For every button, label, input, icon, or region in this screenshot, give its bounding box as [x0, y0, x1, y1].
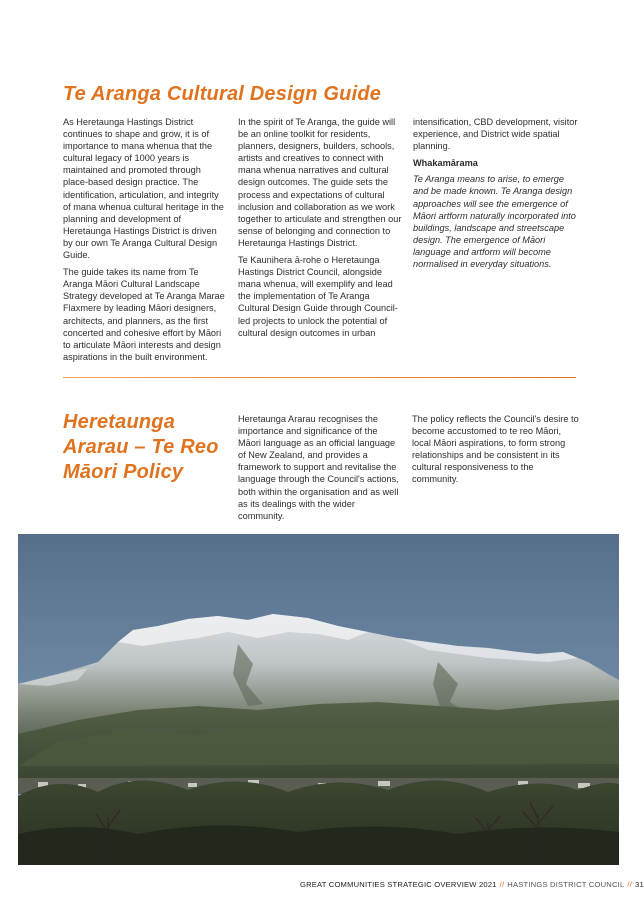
- te-aranga-column-2: [238, 116, 403, 344]
- paragraph: The policy reflects the Council's desire to become accustomed to te reo Māori, local Māori aspirations, to form strong relationships and be consistent in its cultural responsiveness to the community.: [412, 414, 579, 485]
- footer-report-title: GREAT COMMUNITIES STRATEGIC OVERVIEW 2021: [300, 880, 497, 889]
- te-aranga-column-3: [413, 116, 581, 275]
- paragraph: Heretaunga Ararau recognises the importance and significance of the Māori language as an official language of New Zealand, and provides a framework to support and revitalise the language through the Council's actions, both within the organisation and as well as its dealings with the wider community.: [238, 414, 399, 521]
- footer-separator: //: [627, 880, 633, 889]
- whakamarama-text: Te Aranga means to arise, to emerge and be made known. Te Aranga design approaches will see the emergence of Māori artform naturally incorporated into buildings, landscape and streetscape design. The emergence of Māori language and artform will become normalised in everyday situations.: [413, 174, 576, 270]
- te-aranga-column-1: [63, 116, 228, 368]
- section-divider: [63, 377, 576, 378]
- snowy-mountain-landscape-photo: [18, 534, 619, 865]
- section-title-te-aranga: Te Aranga Cultural Design Guide: [63, 83, 382, 105]
- paragraph: In the spirit of Te Aranga, the guide will be an online toolkit for residents, planners, designers, builders, schools, artists and creatives to connect with mana whenua narratives and cultural design outcomes. The guide sets the process and expectations of cultural inclusion and collaboration as we work together to articulate and strengthen our sense of belonging and connection to Heretaunga Hastings District.: [238, 117, 402, 248]
- footer-separator: //: [499, 880, 505, 889]
- paragraph: As Heretaunga Hastings District continues to shape and grow, it is of importance to mana whenua that the cultural legacy of 1000 years is maintained and promoted through place-based design practice. The identification, articulation, and integrity of mana whenua cultural heritage in the planning and development of Heretaunga Hastings District is driven by our own Te Aranga Cultural Design Guide.: [63, 117, 224, 261]
- paragraph: Te Kaunihera ā-rohe o Heretaunga Hastings District Council, alongside mana whenua, will exemplify and lead the implementation of Te Aranga Cultural Design Guide through Council-led projects to unlock the potential of cultural design outcomes in urban: [238, 255, 398, 338]
- page-number: 31: [635, 880, 644, 889]
- footer-organisation: HASTINGS DISTRICT COUNCIL: [507, 880, 625, 889]
- paragraph: The guide takes its name from Te Aranga Māori Cultural Landscape Strategy developed at Te Aranga Marae Flaxmere by leading Māori designers, architects, and planners, as the first concerted and cohesive effort by Māori to articulate Māori interests and design aspirations in the built environment.: [63, 267, 225, 362]
- page-footer: [300, 880, 644, 890]
- whakamarama-subheading: Whakamārama: [413, 158, 478, 169]
- section-title-te-reo-policy: Heretaunga Ararau – Te Reo Māori Policy: [63, 411, 219, 483]
- paragraph: intensification, CBD development, visitor experience, and District wide spatial planning.: [413, 117, 578, 152]
- te-reo-column-1: [238, 413, 400, 527]
- te-reo-column-2: [412, 413, 580, 491]
